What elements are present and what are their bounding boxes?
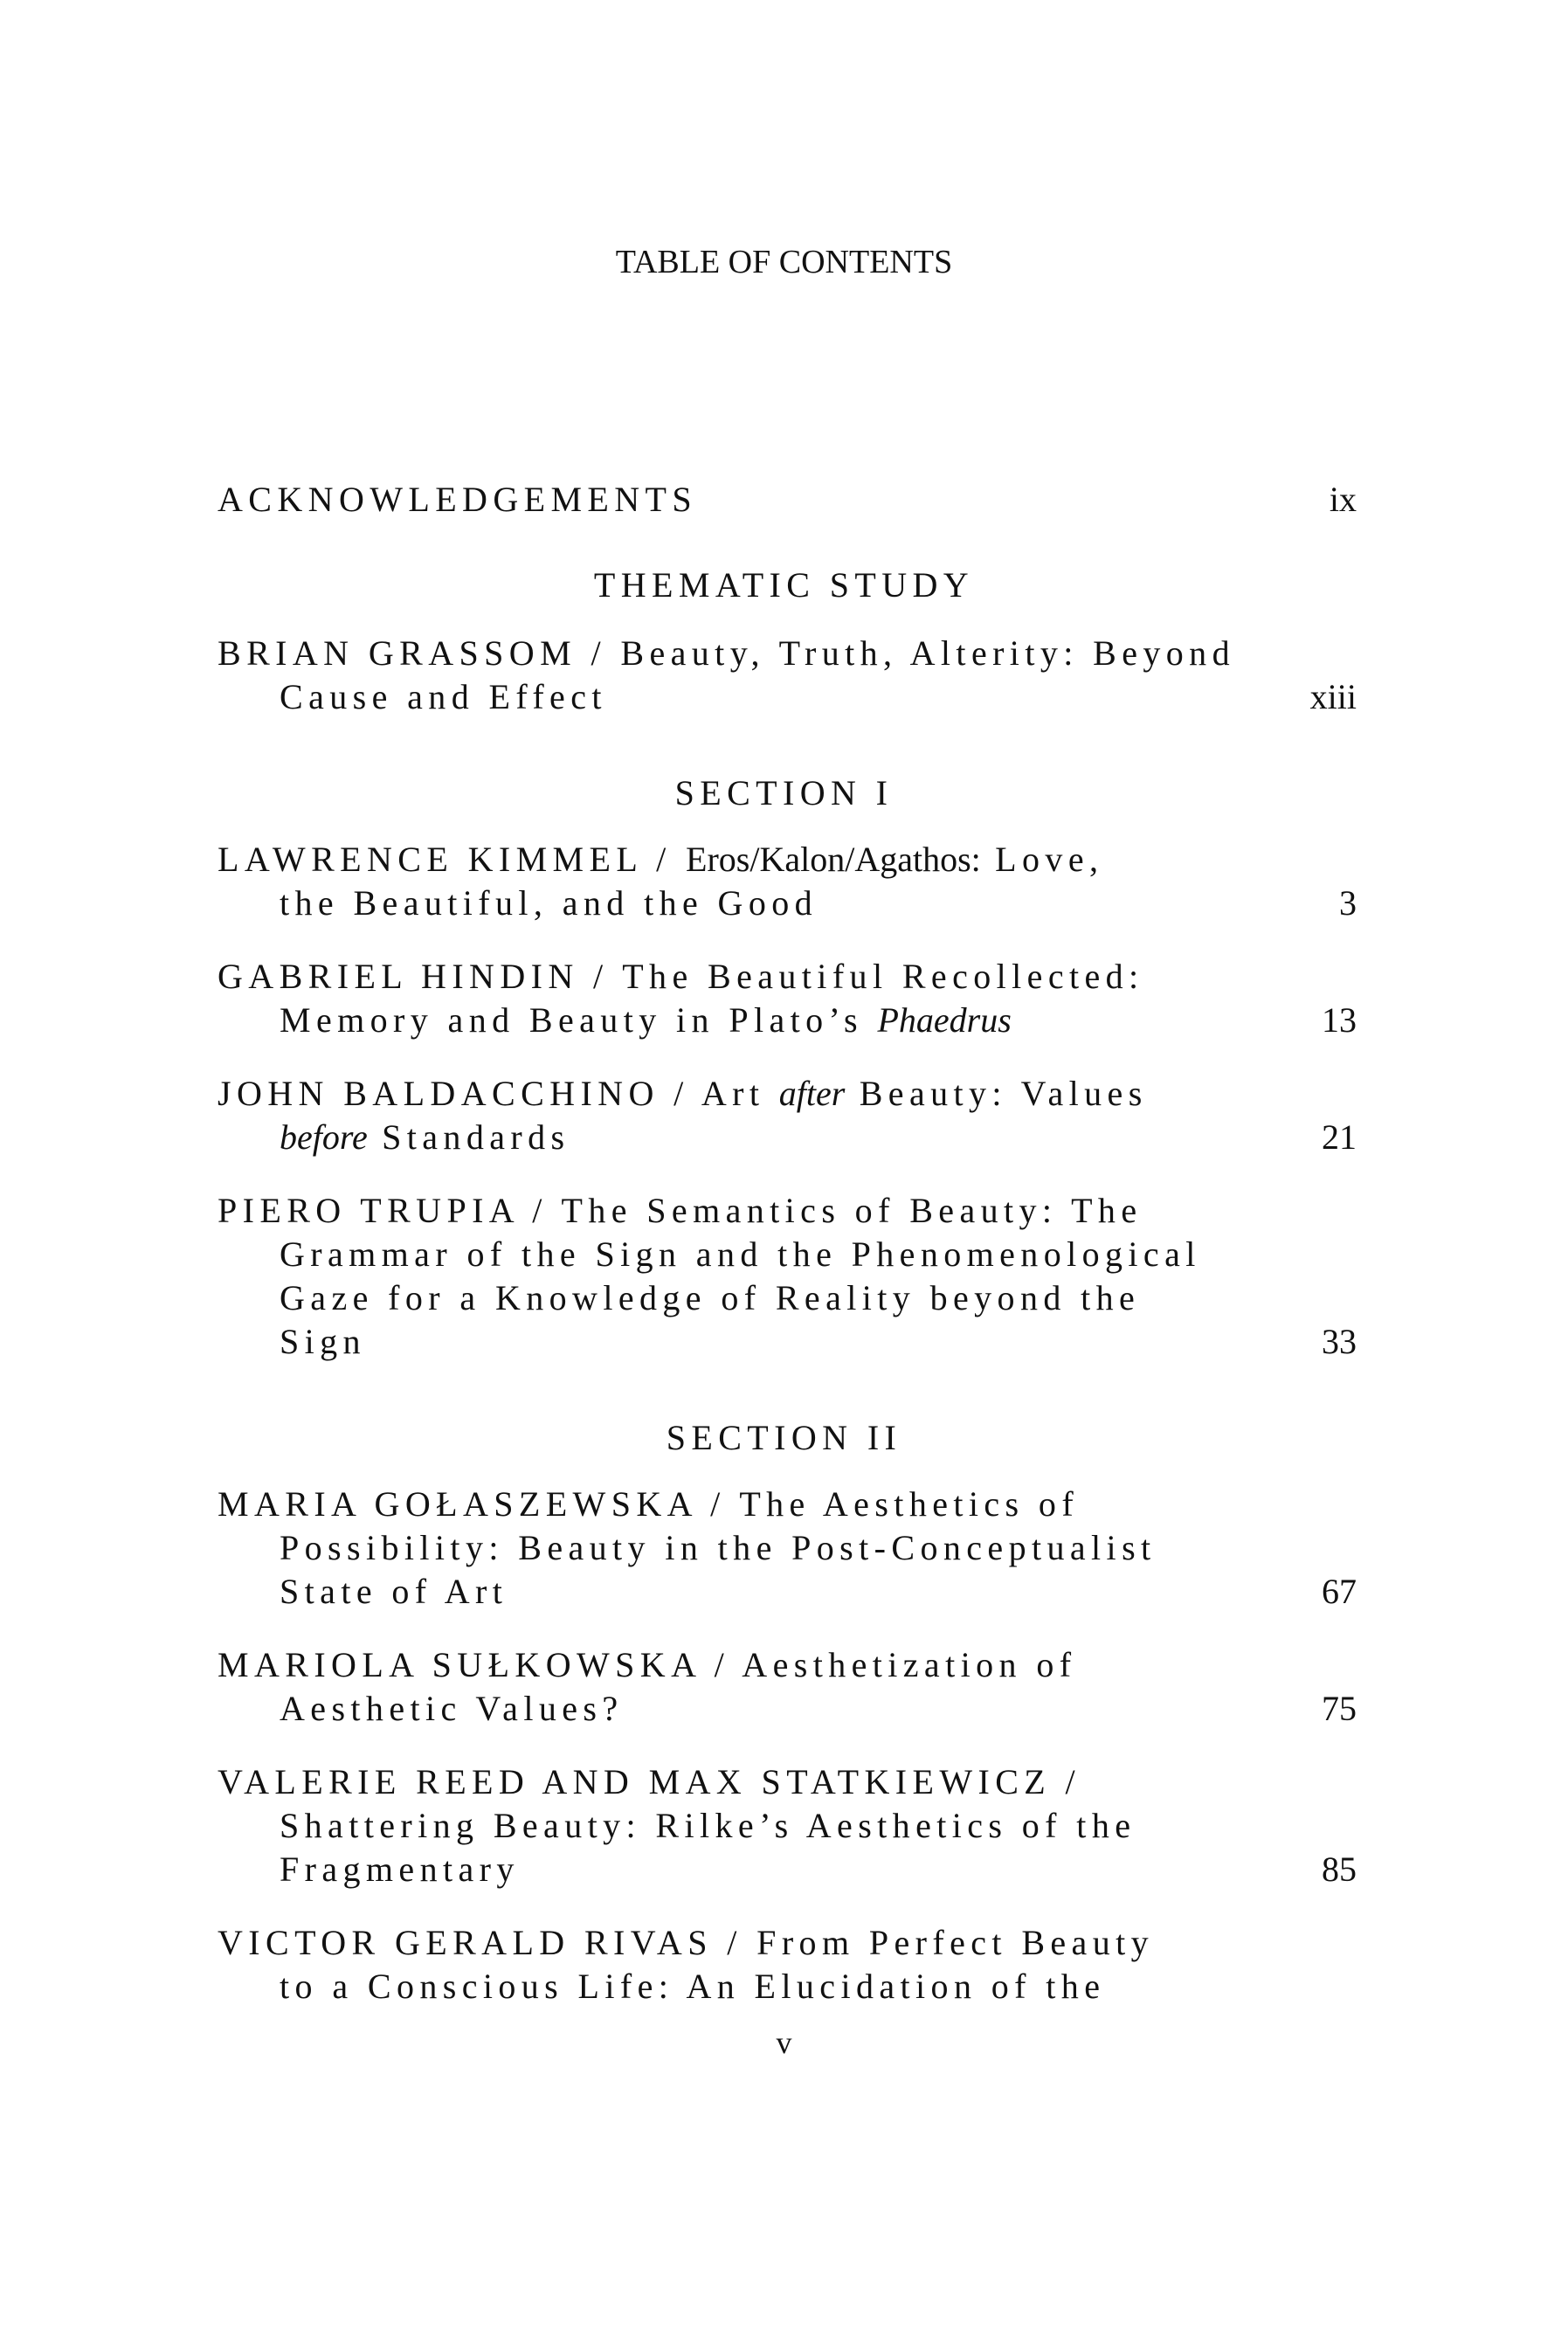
page-number: 67 [1322, 1572, 1357, 1611]
toc-entry-reed-statkiewicz[interactable] [218, 1761, 1081, 1803]
separator: / [577, 633, 621, 673]
toc-entry-golaszewska[interactable] [218, 1483, 1079, 1525]
page-number: xiii [1309, 677, 1357, 716]
entry-title-continued: Shattering Beauty: Rilke’s Aesthetics of the [280, 1806, 1136, 1845]
entry-title-continued [280, 999, 1012, 1041]
entry-title: Aesthetization of [742, 1645, 1077, 1684]
separator: / [578, 957, 623, 996]
entry-title-continued: Possibility: Beauty in the Post-Conceptualist [280, 1528, 1157, 1567]
toc-entry-grassom[interactable] [218, 633, 1235, 674]
section-heading-section-ii: SECTION II [666, 1418, 902, 1457]
entry-author: MARIOLA SUŁKOWSKA [218, 1645, 701, 1684]
toc-entry-sulkowska[interactable] [218, 1644, 1076, 1686]
separator: / [659, 1074, 701, 1113]
toc-entry-hindin[interactable] [218, 956, 1144, 998]
entry-title-italic: before [280, 1117, 368, 1157]
separator: / [700, 1645, 743, 1684]
page-number: 85 [1322, 1849, 1357, 1889]
entry-title: The Beautiful Recollected: [622, 957, 1144, 996]
entry-title-continued: State of Art [280, 1572, 508, 1611]
entry-title-continued [280, 1117, 570, 1158]
entry-title-italic: Phaedrus [877, 1000, 1012, 1040]
entry-title-continued: Fragmentary [280, 1849, 520, 1889]
entry-title-text: Memory and Beauty in Plato’s [280, 1000, 878, 1040]
entry-title-continued: Aesthetic Values? [280, 1689, 624, 1728]
separator: / [517, 1191, 562, 1230]
entry-title-text: Standards [367, 1117, 570, 1157]
separator: / [695, 1484, 740, 1524]
separator: / [641, 840, 687, 879]
entry-author: BRIAN GRASSOM [218, 633, 577, 673]
entry-title: Eros/Kalon/Agathos: [686, 840, 981, 879]
entry-title: From Perfect Beauty [756, 1923, 1155, 1962]
page-title: TABLE OF CONTENTS [615, 244, 953, 280]
toc-entry-rivas[interactable] [218, 1922, 1154, 1964]
entry-title: Love, [980, 840, 1104, 879]
entry-author: JOHN BALDACCHINO [218, 1074, 660, 1113]
entry-title-continued: Sign [280, 1322, 366, 1361]
toc-entry-baldacchino[interactable] [218, 1073, 1148, 1115]
toc-entry-kimmel[interactable] [218, 839, 1103, 881]
entry-title-text: Beauty: Values [845, 1074, 1148, 1113]
page-number: 3 [1339, 883, 1357, 923]
entry-title-continued: Gaze for a Knowledge of Reality beyond the [280, 1278, 1141, 1317]
separator: / [712, 1923, 757, 1962]
entry-title: The Aesthetics of [739, 1484, 1080, 1524]
entry-author: VICTOR GERALD RIVAS [218, 1923, 713, 1962]
separator: / [1051, 1762, 1081, 1801]
entry-author: LAWRENCE KIMMEL [218, 840, 642, 879]
entry-title-continued: Grammar of the Sign and the Phenomenological [280, 1234, 1201, 1274]
entry-title-continued: Cause and Effect [280, 677, 607, 716]
toc-entry-acknowledgements[interactable] [218, 479, 697, 521]
entry-author: MARIA GOŁASZEWSKA [218, 1484, 696, 1524]
page-folio: v [776, 2025, 792, 2060]
entry-title-continued: to a Conscious Life: An Elucidation of the [280, 1967, 1106, 2006]
front-matter-label: ACKNOWLEDGEMENTS [218, 480, 698, 519]
entry-title: The Semantics of Beauty: The [561, 1191, 1143, 1230]
entry-author: VALERIE REED AND MAX STATKIEWICZ [218, 1762, 1052, 1801]
entry-title-continued: the Beautiful, and the Good [280, 883, 819, 923]
page-number: 75 [1322, 1689, 1357, 1728]
page-number: 33 [1322, 1322, 1357, 1361]
toc-entry-trupia[interactable] [218, 1190, 1143, 1232]
entry-title-text: Art [701, 1074, 779, 1113]
entry-author: PIERO TRUPIA [218, 1191, 518, 1230]
entry-title: Beauty, Truth, Alterity: Beyond [620, 633, 1235, 673]
entry-author: GABRIEL HINDIN [218, 957, 579, 996]
page-number: ix [1329, 480, 1357, 519]
entry-title-italic: after [778, 1074, 846, 1113]
section-heading-thematic-study: THEMATIC STUDY [593, 565, 975, 605]
page-number: 13 [1322, 1000, 1357, 1040]
section-heading-section-i: SECTION I [674, 773, 894, 812]
page-number: 21 [1322, 1117, 1357, 1157]
